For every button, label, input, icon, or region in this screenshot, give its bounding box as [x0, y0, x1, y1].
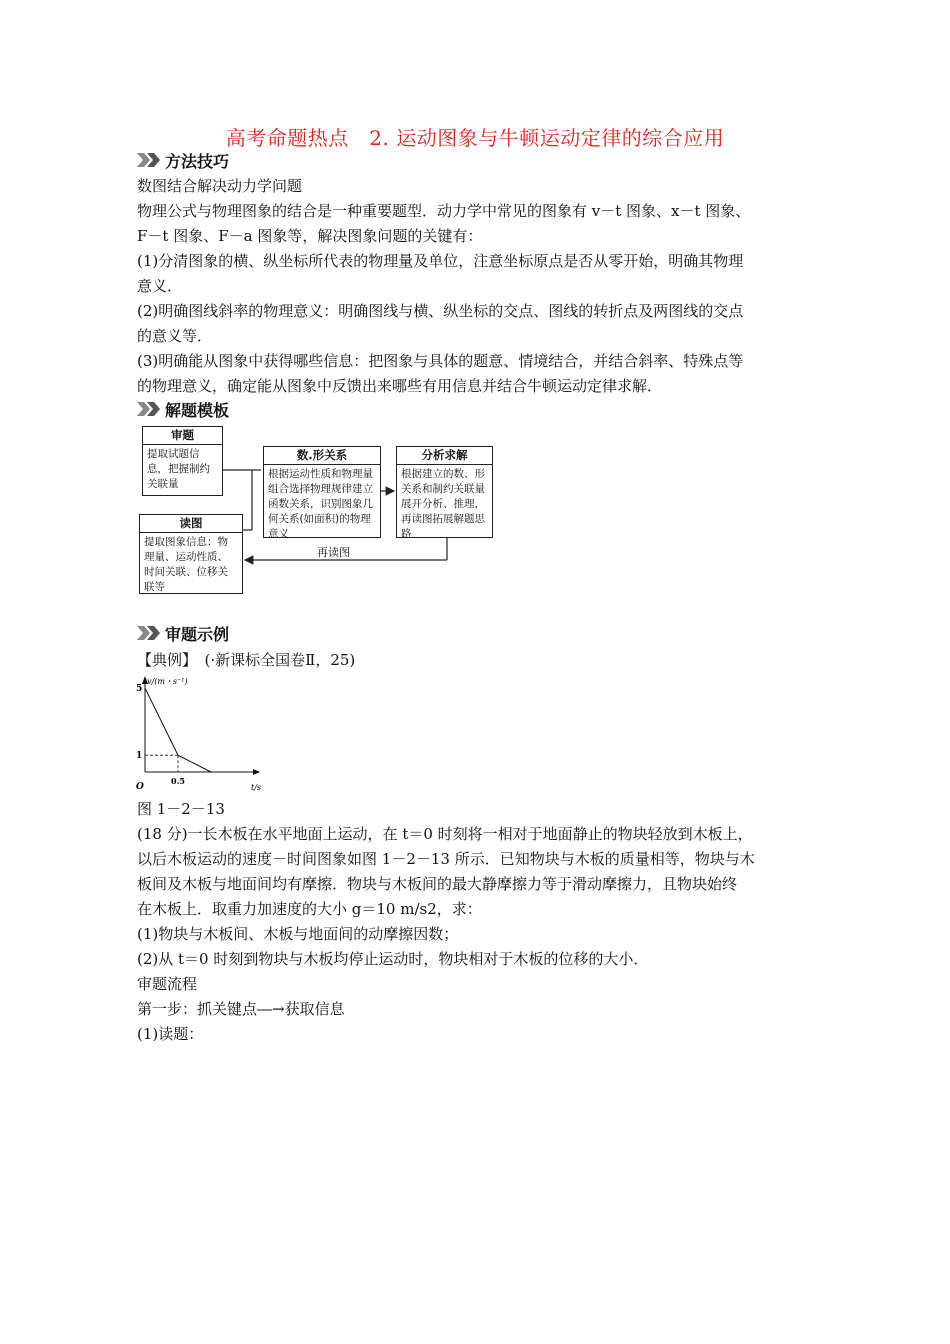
problem-line: (1)读题：	[137, 1025, 204, 1043]
y-tick-label: 1	[136, 751, 143, 762]
flow-box-fenxi	[396, 446, 493, 538]
problem-line: (2)从 t＝0 时刻到物块与木板均停止运动时，物块相对于木板的位移的大小．	[137, 950, 649, 968]
method-line: 意义．	[137, 277, 183, 295]
solution-flow-diagram	[137, 424, 497, 596]
method-line: (3)明确能从图象中获得哪些信息：把图象与具体的题意、情境结合，并结合斜率、特殊点等	[137, 352, 744, 370]
problem-line: 审题流程	[137, 975, 198, 993]
problem-line: (1)物块与木板间、木板与地面间的动摩擦因数；	[137, 925, 459, 943]
origin-label: O	[136, 782, 144, 792]
flow-box-body: 根据运动性质和物理量组合选择物理规律建立函数关系，识别图象几何关系(如面积)的物理意义	[268, 468, 373, 540]
section-example	[137, 622, 229, 644]
x-axis-arrow	[253, 769, 260, 775]
section-template	[137, 398, 229, 420]
flow-box-head: 分析求解	[397, 447, 492, 465]
y-tick-label: 5	[136, 684, 143, 694]
problem-line: 以后木板运动的速度－时间图象如图 1－2－13 所示．已知物块与木板的质量相等，物块与木	[137, 850, 755, 868]
x-axis-label: t/s	[251, 783, 262, 792]
method-line: 的物理意义，确定能从图象中反馈出来哪些有用信息并结合牛顿运动定律求解．	[137, 377, 663, 395]
method-line: (1)分清图象的横、纵坐标所代表的物理量及单位，注意坐标原点是否从零开始，明确其物理	[137, 252, 744, 270]
problem-line: (18 分)一长木板在水平地面上运动，在 t＝0 时刻将一相对于地面静止的物块轻放到木板上，	[137, 825, 753, 843]
flow-box-shuxing	[263, 446, 381, 538]
double-chevron-icon	[137, 624, 161, 642]
reread-label: 再读图	[317, 546, 350, 559]
problem-line: 在木板上．取重力加速度的大小 g＝10 m/s2，求：	[137, 900, 482, 918]
method-line: 数图结合解决动力学问题	[137, 177, 303, 195]
velocity-series-line	[145, 688, 211, 772]
method-line: (2)明确图线斜率的物理意义：明确图线与横、纵坐标的交点、图线的转折点及两图线的交点	[137, 302, 744, 320]
velocity-time-chart	[133, 672, 263, 802]
flow-box-body: 根据建立的数、形关系和制约关联量展开分析、推理，再读图拓展解题思路	[401, 468, 485, 540]
example-header: 【典例】 (·新课标全国卷Ⅱ，25)	[137, 651, 356, 669]
flow-box-shenti	[142, 426, 223, 496]
section-example-label: 审题示例	[165, 624, 230, 644]
flow-box-body: 提取试题信息，把握制约关联量	[147, 448, 210, 490]
method-line: F－t 图象、F－a 图象等，解决图象问题的关键有：	[137, 227, 483, 245]
flow-box-head: 审题	[143, 427, 222, 445]
figure-caption: 图 1－2－13	[137, 800, 225, 818]
method-line: 的意义等．	[137, 327, 213, 345]
section-method	[137, 149, 229, 171]
page-title: 高考命题热点 2. 运动图象与牛顿运动定律的综合应用	[225, 126, 725, 150]
problem-line: 板间及木板与地面间均有摩擦．物块与木板间的最大静摩擦力等于滑动摩擦力，且物块始终	[137, 875, 738, 893]
flow-box-dutu	[139, 514, 243, 594]
flow-box-head: 读图	[140, 515, 242, 533]
double-chevron-icon	[137, 400, 161, 418]
problem-line: 第一步：抓关键点―→获取信息	[137, 1000, 345, 1018]
double-chevron-icon	[137, 151, 161, 169]
section-template-label: 解题模板	[165, 400, 230, 420]
method-line: 物理公式与物理图象的结合是一种重要题型．动力学中常见的图象有 v－t 图象、x－t 图象、	[137, 202, 751, 220]
section-method-label: 方法技巧	[165, 151, 230, 171]
y-axis-label: v/(m・s⁻¹)	[147, 677, 188, 686]
flow-box-body: 提取图象信息：物理量、运动性质、时间关联、位移关联等	[144, 536, 228, 593]
flow-box-head: 数.形关系	[264, 447, 380, 465]
x-tick-label: 0.5	[171, 776, 185, 786]
